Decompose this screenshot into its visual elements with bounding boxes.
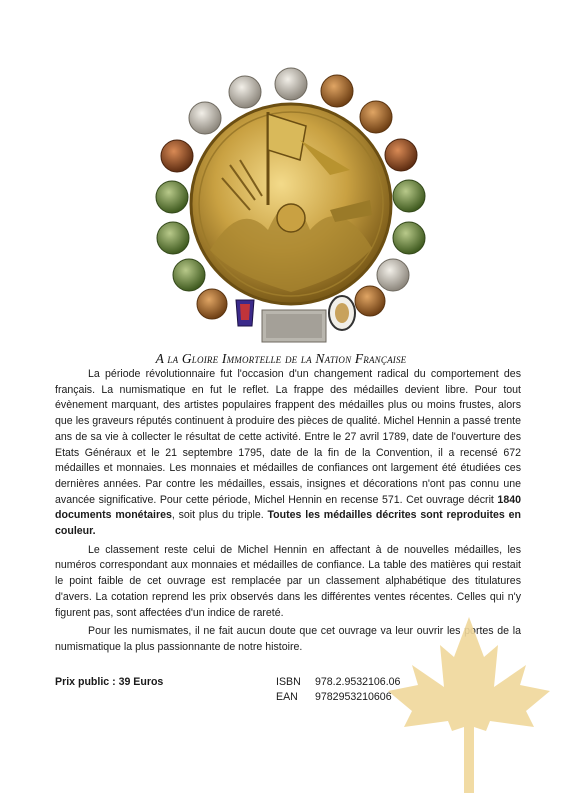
ean-label: EAN (276, 691, 298, 703)
paragraph-intro (55, 367, 521, 540)
isbn-label: ISBN (276, 676, 301, 688)
book-codes (276, 675, 400, 705)
isbn-value: 978.2.9532106.06 (315, 676, 401, 688)
ean-row (276, 690, 400, 705)
description (55, 367, 521, 656)
page-title: A la Gloire Immortelle de la Nation Française (155, 351, 407, 366)
price: Prix public : 39 Euros (55, 676, 164, 688)
central-medal (191, 104, 391, 304)
paragraph-classification: Le classement reste celui de Michel Hennin en affectant à de nouvelles médailles, les numéros correspondant aux monnaies et médailles de confiance. La table des matières qui restait le point faible de cet ouvrage est remplacée par un classement alphabétique des titulatures d'avers. La cotation reprend les prix observés dans les différentes ventes récentes. Celles qui n'y figurent pas, sont affectées d'un indice de rareté. (55, 543, 521, 619)
color-reproduction-note: Toutes les médailles décrites sont reproduites en couleur. (55, 509, 521, 538)
paragraph-closing: Pour les numismates, il ne fait aucun doute que cet ouvrage va leur ouvrir les portes de la numismatique la plus passionnante de notre histoire. (55, 625, 521, 653)
ean-value: 9782953210606 (315, 691, 392, 703)
document-count: 1840 documents monétaires (55, 493, 521, 522)
isbn-row (276, 675, 400, 690)
medal-collage (0, 0, 562, 350)
intro-text: La période révolutionnaire fut l'occasion d'un changement radical du comportement des français. La numismatique en fut le reflet. La frappe des médailles devient libre. Pour tout évènement marquant, des artistes populaires frappent des médailles plus ou moins frustes, alors que les graveurs réputés continuent à produire des pièces de qualité. Michel Hennin a passé trente ans de sa vie à collecter le résultat de cette activité. Entre le 27 avril 1789, date de l'ouverture des Etats Généraux et le 21 septembre 1795, date de la fin de la Convention, il a recensé 672 médailles et monnaies. Les monnaies et médailles de confiances ont largement été étudiées ces dernières années. Par contre les médailles, essais, insignes et décorations n'ont pas connu une avancée significative. Pour cette période, Michel Hennin en recense 571. Cet ouvrage décrit (55, 368, 521, 506)
intro-text-continued: , soit plus du triple. (171, 509, 268, 522)
maple-leaf-icon (386, 615, 552, 795)
